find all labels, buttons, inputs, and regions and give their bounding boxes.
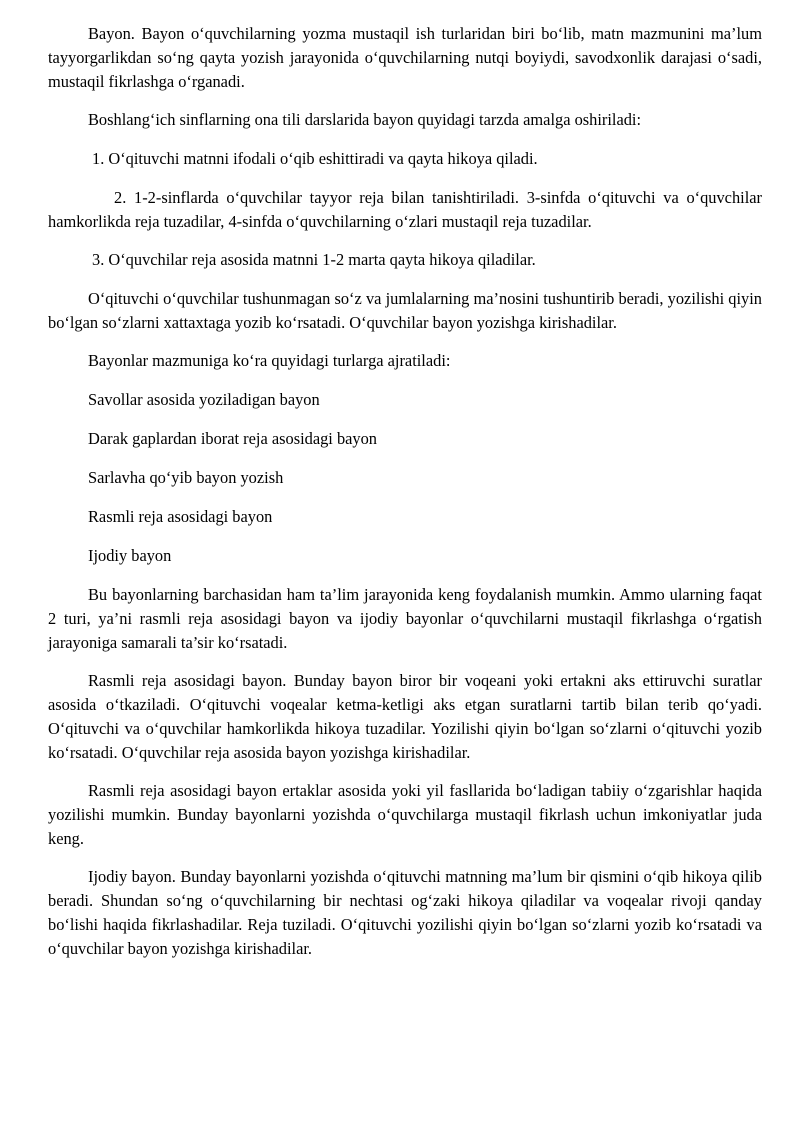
list-item-type-picture: Rasmli reja asosidagi bayon	[88, 507, 273, 526]
list-item-step-1: 1. O‘qituvchi matnni ifodali o‘qib eshittiradi va qayta hikoya qiladi.	[92, 149, 538, 168]
paragraph-bayon-definition: Bayon. Bayon o‘quvchilarning yozma mustaqil ish turlaridan biri bo‘lib, matn mazmunini ma’lum tayyorgarlikdan so‘ng qayta yozish jarayonida o‘quvchilarning nutqi boyiydi, savodxonlik darajasi o‘sadi, mustaqil fikrlashga o‘rganadi.	[48, 24, 762, 91]
paragraph-usage: Bu bayonlarning barchasidan ham ta’lim jarayonida keng foydalanish mumkin. Ammo ularning faqat 2 turi, ya’ni rasmli reja asosidagi bayon va ijodiy bayonlar o‘quvchilarni mustaqil fikrlashga o‘rgatish jarayoniga samarali ta’sir ko‘rsatadi.	[48, 585, 762, 652]
list-item-type-questions: Savollar asosida yoziladigan bayon	[88, 390, 320, 409]
list-item-step-3: 3. O‘quvchilar reja asosida matnni 1-2 marta qayta hikoya qiladilar.	[92, 250, 536, 269]
paragraph-creative-bayon: Ijodiy bayon. Bunday bayonlarni yozishda o‘qituvchi matnning ma’lum bir qismini o‘qib hikoya qilib beradi. Shundan so‘ng o‘quvchilarning bir nechtasi og‘zaki hikoya qiladilar va voqealar rivoji qanday bo‘lishi haqida fikrlashadilar. Reja tuziladi. O‘qituvchi yozilishi qiyin bo‘lgan so‘zlarni yozib ko‘rsatadi va o‘quvchilar bayon yozishga kirishadilar.	[48, 867, 762, 958]
list-item-type-title: Sarlavha qo‘yib bayon yozish	[88, 468, 284, 487]
paragraph-types-intro: Bayonlar mazmuniga ko‘ra quyidagi turlarga ajratiladi:	[88, 351, 451, 370]
paragraph-intro-steps: Boshlang‘ich sinflarning ona tili darslarida bayon quyidagi tarzda amalga oshiriladi:	[88, 110, 642, 129]
paragraph-picture-plan: Rasmli reja asosidagi bayon. Bunday bayon biror bir voqeani yoki ertakni aks ettiruvchi suratlar asosida o‘tkaziladi. O‘qituvchi voqealar ketma-ketligi aks etgan suratlarni tartib bilan terib qo‘yadi. O‘qituvchi va o‘quvchilar hamkorlikda hikoya tuzadilar. Yozilishi qiyin bo‘lgan so‘zlarni o‘qituvchi yozib ko‘rsatadi. O‘quvchilar reja asosida bayon yozishga kirishadilar.	[48, 671, 762, 762]
list-item-type-creative: Ijodiy bayon	[88, 546, 172, 565]
document-page	[48, 22, 762, 975]
list-item-step-2: 2. 1-2-sinflarda o‘quvchilar tayyor reja bilan tanishtiriladi. 3-sinfda o‘qituvchi va o‘quvchilar hamkorlikda reja tuzadilar, 4-sinfda o‘quvchilarning o‘zlari mustaqil reja tuzadilar.	[48, 188, 762, 231]
paragraph-picture-plan-topics: Rasmli reja asosidagi bayon ertaklar asosida yoki yil fasllarida bo‘ladigan tabiiy o‘zgarishlar haqida yozilishi mumkin. Bunday bayonlarni yozishda o‘quvchilarga mustaqil fikrlash uchun imkoniyatlar juda keng.	[48, 781, 762, 848]
paragraph-teacher-explains: O‘qituvchi o‘quvchilar tushunmagan so‘z va jumlalarning ma’nosini tushuntirib beradi, yozilishi qiyin bo‘lgan so‘zlarni xattaxtaga yozib ko‘rsatadi. O‘quvchilar bayon yozishga kirishadilar.	[48, 289, 762, 332]
list-item-type-declarative: Darak gaplardan iborat reja asosidagi bayon	[88, 429, 377, 448]
